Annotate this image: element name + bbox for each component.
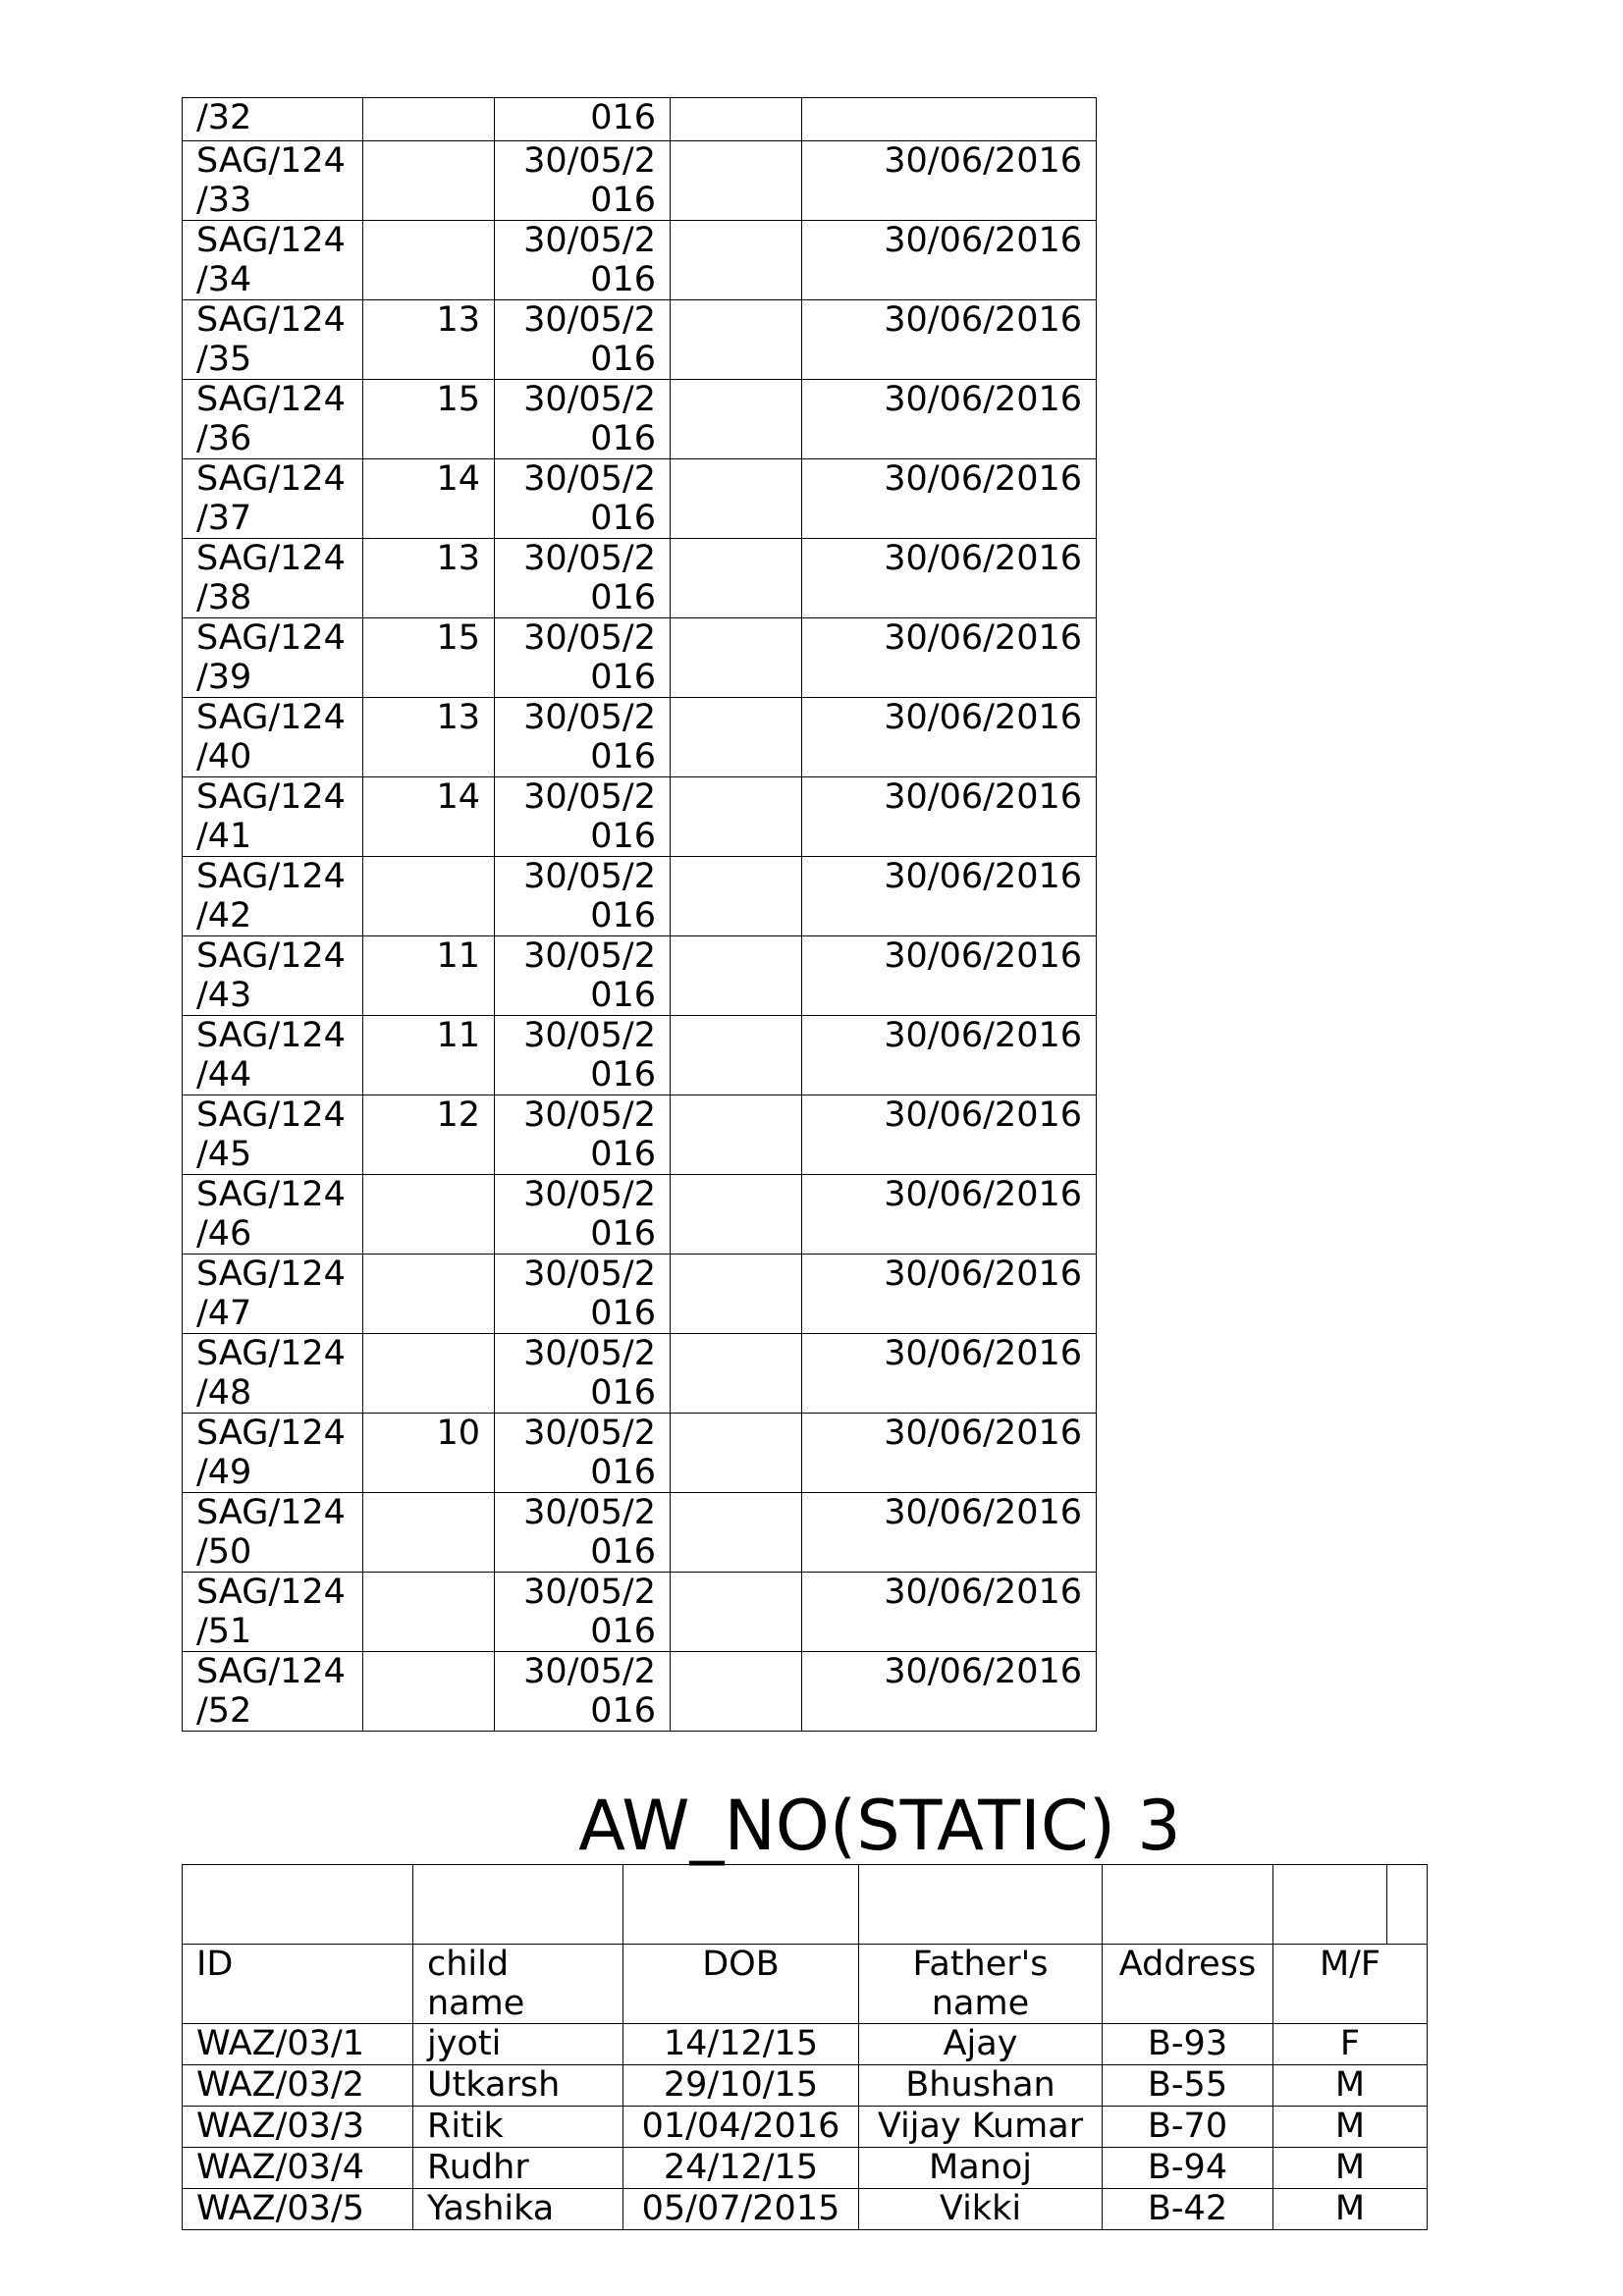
- row-end-date-cell: 30/06/2016: [802, 698, 1097, 777]
- table-row: [183, 1573, 1097, 1652]
- row-id-cell: SAG/124 /36: [183, 380, 363, 459]
- header-gender: M/F: [1273, 1945, 1428, 2024]
- table-row: [183, 221, 1097, 300]
- gender-cell: M: [1273, 2065, 1428, 2107]
- row-end-date-cell: 30/06/2016: [802, 1095, 1097, 1175]
- row-end-date-cell: 30/06/2016: [802, 1334, 1097, 1414]
- blank-cell: [1273, 1865, 1428, 1945]
- row-qty-cell: [363, 1652, 495, 1732]
- section-heading: AW_NO(STATIC) 3: [578, 1786, 1181, 1866]
- row-empty-cell: [671, 459, 802, 539]
- row-start-date-cell: 30/05/2 016: [495, 1255, 671, 1334]
- table-row: [183, 1016, 1097, 1095]
- table-row: [183, 98, 1097, 141]
- registration-table: [182, 97, 1097, 1732]
- row-end-date-cell: 30/06/2016: [802, 539, 1097, 618]
- child-dob-cell: 01/04/2016: [623, 2107, 859, 2148]
- row-id-cell: SAG/124 /35: [183, 300, 363, 380]
- row-qty-cell: [363, 141, 495, 221]
- row-empty-cell: [671, 98, 802, 141]
- father-name-cell: Vijay Kumar: [859, 2107, 1103, 2148]
- row-start-date-cell: 30/05/2 016: [495, 539, 671, 618]
- table-row: [183, 698, 1097, 777]
- children-table-blank-row: [183, 1865, 1428, 1945]
- row-start-date-cell: 30/05/2 016: [495, 380, 671, 459]
- row-end-date-cell: 30/06/2016: [802, 1493, 1097, 1573]
- table-row: [183, 300, 1097, 380]
- row-start-date-cell: 30/05/2 016: [495, 618, 671, 698]
- address-cell: B-42: [1103, 2189, 1273, 2230]
- row-qty-cell: 11: [363, 1016, 495, 1095]
- father-name-cell: Ajay: [859, 2024, 1103, 2065]
- child-name-cell: Ritik: [413, 2107, 623, 2148]
- row-empty-cell: [671, 1493, 802, 1573]
- row-id-cell: SAG/124 /41: [183, 777, 363, 857]
- child-id-cell: WAZ/03/3: [183, 2107, 413, 2148]
- blank-cell: [623, 1865, 859, 1945]
- blank-cell: [413, 1865, 623, 1945]
- row-start-date-cell: 30/05/2 016: [495, 1652, 671, 1732]
- row-start-date-cell: 30/05/2 016: [495, 1414, 671, 1493]
- row-qty-cell: 13: [363, 698, 495, 777]
- child-dob-cell: 14/12/15: [623, 2024, 859, 2065]
- child-dob-cell: 05/07/2015: [623, 2189, 859, 2230]
- table-row: [183, 777, 1097, 857]
- row-end-date-cell: 30/06/2016: [802, 1652, 1097, 1732]
- table-row: [183, 459, 1097, 539]
- table-row: [183, 1414, 1097, 1493]
- row-id-cell: SAG/124 /38: [183, 539, 363, 618]
- table-row: [183, 2107, 1428, 2148]
- row-start-date-cell: 016: [495, 98, 671, 141]
- row-qty-cell: [363, 1255, 495, 1334]
- table-row: [183, 2024, 1428, 2065]
- row-empty-cell: [671, 539, 802, 618]
- row-end-date-cell: [802, 98, 1097, 141]
- table-row: [183, 2148, 1428, 2189]
- child-dob-cell: 24/12/15: [623, 2148, 859, 2189]
- row-empty-cell: [671, 1095, 802, 1175]
- header-address: Address: [1103, 1945, 1273, 2024]
- row-id-cell: SAG/124 /37: [183, 459, 363, 539]
- row-end-date-cell: 30/06/2016: [802, 1255, 1097, 1334]
- row-end-date-cell: 30/06/2016: [802, 618, 1097, 698]
- row-id-cell: SAG/124 /52: [183, 1652, 363, 1732]
- row-qty-cell: 14: [363, 459, 495, 539]
- children-table-body: [183, 2024, 1428, 2230]
- row-empty-cell: [671, 141, 802, 221]
- father-name-cell: Manoj: [859, 2148, 1103, 2189]
- row-empty-cell: [671, 1016, 802, 1095]
- row-end-date-cell: 30/06/2016: [802, 141, 1097, 221]
- row-start-date-cell: 30/05/2 016: [495, 459, 671, 539]
- child-id-cell: WAZ/03/2: [183, 2065, 413, 2107]
- row-id-cell: SAG/124 /44: [183, 1016, 363, 1095]
- row-start-date-cell: 30/05/2 016: [495, 1175, 671, 1255]
- row-qty-cell: 10: [363, 1414, 495, 1493]
- row-id-cell: SAG/124 /33: [183, 141, 363, 221]
- table-row: [183, 380, 1097, 459]
- row-end-date-cell: 30/06/2016: [802, 1414, 1097, 1493]
- row-qty-cell: [363, 221, 495, 300]
- table-row: [183, 936, 1097, 1016]
- row-start-date-cell: 30/05/2 016: [495, 300, 671, 380]
- child-name-cell: Yashika: [413, 2189, 623, 2230]
- row-start-date-cell: 30/05/2 016: [495, 936, 671, 1016]
- row-start-date-cell: 30/05/2 016: [495, 1573, 671, 1652]
- row-empty-cell: [671, 857, 802, 936]
- row-id-cell: SAG/124 /48: [183, 1334, 363, 1414]
- address-cell: B-93: [1103, 2024, 1273, 2065]
- row-qty-cell: 15: [363, 618, 495, 698]
- row-end-date-cell: 30/06/2016: [802, 1175, 1097, 1255]
- row-qty-cell: 12: [363, 1095, 495, 1175]
- table-row: [183, 141, 1097, 221]
- row-empty-cell: [671, 221, 802, 300]
- row-end-date-cell: 30/06/2016: [802, 936, 1097, 1016]
- father-name-cell: Bhushan: [859, 2065, 1103, 2107]
- child-name-cell: Rudhr: [413, 2148, 623, 2189]
- child-dob-cell: 29/10/15: [623, 2065, 859, 2107]
- row-empty-cell: [671, 380, 802, 459]
- row-qty-cell: [363, 857, 495, 936]
- table-row: [183, 2189, 1428, 2230]
- row-start-date-cell: 30/05/2 016: [495, 1334, 671, 1414]
- row-id-cell: SAG/124 /49: [183, 1414, 363, 1493]
- table-row: [183, 857, 1097, 936]
- row-end-date-cell: 30/06/2016: [802, 380, 1097, 459]
- row-empty-cell: [671, 777, 802, 857]
- blank-cell: [859, 1865, 1103, 1945]
- row-qty-cell: [363, 1493, 495, 1573]
- child-name-cell: Utkarsh: [413, 2065, 623, 2107]
- row-empty-cell: [671, 1175, 802, 1255]
- row-qty-cell: [363, 1573, 495, 1652]
- row-qty-cell: 14: [363, 777, 495, 857]
- children-table: [182, 1864, 1428, 2230]
- address-cell: B-55: [1103, 2065, 1273, 2107]
- row-start-date-cell: 30/05/2 016: [495, 1493, 671, 1573]
- row-empty-cell: [671, 936, 802, 1016]
- row-qty-cell: [363, 1334, 495, 1414]
- father-name-cell: Vikki: [859, 2189, 1103, 2230]
- registration-table-body: [183, 98, 1097, 1732]
- row-id-cell: /32: [183, 98, 363, 141]
- row-start-date-cell: 30/05/2 016: [495, 777, 671, 857]
- blank-cell: [183, 1865, 413, 1945]
- child-name-cell: jyoti: [413, 2024, 623, 2065]
- row-end-date-cell: 30/06/2016: [802, 777, 1097, 857]
- row-empty-cell: [671, 698, 802, 777]
- header-id: ID: [183, 1945, 413, 2024]
- row-start-date-cell: 30/05/2 016: [495, 857, 671, 936]
- table-row: [183, 1175, 1097, 1255]
- address-cell: B-94: [1103, 2148, 1273, 2189]
- table-row: [183, 539, 1097, 618]
- row-qty-cell: 13: [363, 539, 495, 618]
- row-end-date-cell: 30/06/2016: [802, 459, 1097, 539]
- table-row: [183, 1095, 1097, 1175]
- address-cell: B-70: [1103, 2107, 1273, 2148]
- child-id-cell: WAZ/03/5: [183, 2189, 413, 2230]
- row-start-date-cell: 30/05/2 016: [495, 1016, 671, 1095]
- row-start-date-cell: 30/05/2 016: [495, 141, 671, 221]
- table-row: [183, 618, 1097, 698]
- table-row: [183, 2065, 1428, 2107]
- table-row: [183, 1493, 1097, 1573]
- gender-cell: F: [1273, 2024, 1428, 2065]
- gender-cell: M: [1273, 2189, 1428, 2230]
- child-id-cell: WAZ/03/4: [183, 2148, 413, 2189]
- row-empty-cell: [671, 1255, 802, 1334]
- row-qty-cell: 11: [363, 936, 495, 1016]
- row-id-cell: SAG/124 /50: [183, 1493, 363, 1573]
- row-end-date-cell: 30/06/2016: [802, 1016, 1097, 1095]
- header-father-name: Father's name: [859, 1945, 1103, 2024]
- header-child-name: child name: [413, 1945, 623, 2024]
- row-end-date-cell: 30/06/2016: [802, 1573, 1097, 1652]
- gender-cell: M: [1273, 2107, 1428, 2148]
- row-qty-cell: [363, 1175, 495, 1255]
- header-dob: DOB: [623, 1945, 859, 2024]
- row-empty-cell: [671, 1573, 802, 1652]
- row-id-cell: SAG/124 /46: [183, 1175, 363, 1255]
- table-row: [183, 1652, 1097, 1732]
- table-row: [183, 1255, 1097, 1334]
- row-start-date-cell: 30/05/2 016: [495, 1095, 671, 1175]
- row-id-cell: SAG/124 /39: [183, 618, 363, 698]
- row-id-cell: SAG/124 /45: [183, 1095, 363, 1175]
- gender-cell: M: [1273, 2148, 1428, 2189]
- row-qty-cell: 15: [363, 380, 495, 459]
- row-id-cell: SAG/124 /34: [183, 221, 363, 300]
- children-table-header-row: [183, 1945, 1428, 2024]
- row-qty-cell: 13: [363, 300, 495, 380]
- row-end-date-cell: 30/06/2016: [802, 300, 1097, 380]
- row-id-cell: SAG/124 /42: [183, 857, 363, 936]
- row-empty-cell: [671, 1334, 802, 1414]
- blank-cell: [1103, 1865, 1273, 1945]
- row-empty-cell: [671, 1414, 802, 1493]
- row-empty-cell: [671, 300, 802, 380]
- row-empty-cell: [671, 618, 802, 698]
- row-id-cell: SAG/124 /47: [183, 1255, 363, 1334]
- row-id-cell: SAG/124 /51: [183, 1573, 363, 1652]
- row-id-cell: SAG/124 /43: [183, 936, 363, 1016]
- table-row: [183, 1334, 1097, 1414]
- row-empty-cell: [671, 1652, 802, 1732]
- child-id-cell: WAZ/03/1: [183, 2024, 413, 2065]
- row-end-date-cell: 30/06/2016: [802, 221, 1097, 300]
- row-start-date-cell: 30/05/2 016: [495, 698, 671, 777]
- row-start-date-cell: 30/05/2 016: [495, 221, 671, 300]
- row-id-cell: SAG/124 /40: [183, 698, 363, 777]
- row-end-date-cell: 30/06/2016: [802, 857, 1097, 936]
- row-qty-cell: [363, 98, 495, 141]
